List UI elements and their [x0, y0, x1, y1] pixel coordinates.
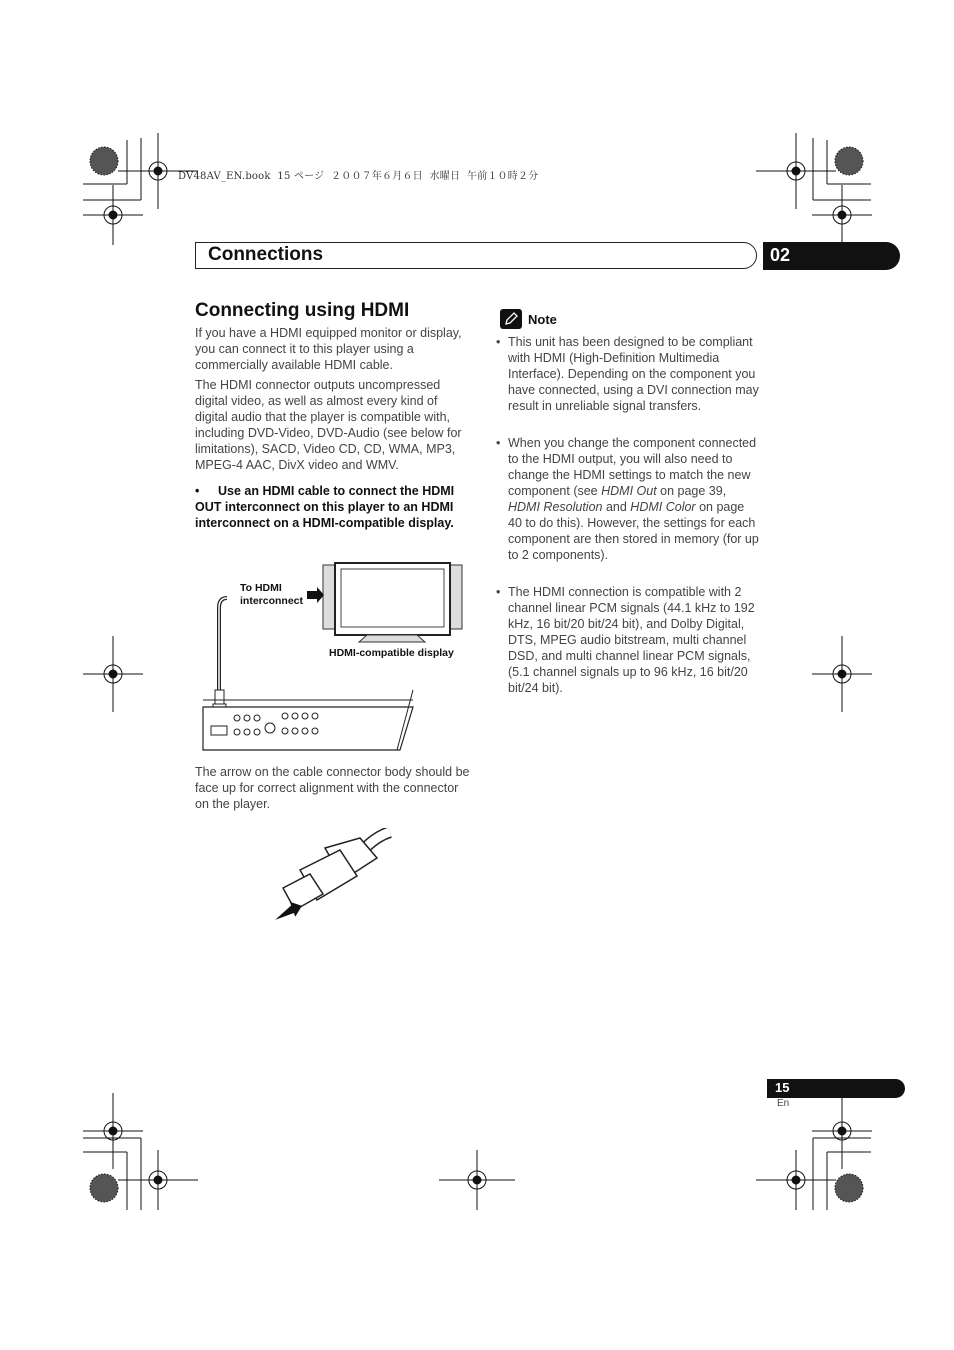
chapter-title: Connections — [208, 244, 324, 265]
body-paragraph: The HDMI connector outputs uncompressed digital video, as well as almost every kind of digital audio that the player is compatible with, including DVD-Video, DVD-Audio (see below for limitations), SACD, Video CD, CD, WMA, MP3, MPEG-4 AAC, DivX video and WMV. — [195, 378, 462, 472]
hdmi-out-reference: HDMI Out — [601, 484, 657, 498]
note-item-2-part-d: on page 40 to do this). However, the settings for each component are then stored in memory (for up to 2 components). — [508, 500, 759, 562]
instruction-text: Use an HDMI cable to connect the HDMI OUT interconnect on this player to an HDMI interconnect on a HDMI-compatible display. — [195, 484, 455, 530]
arrow-note-paragraph: The arrow on the cable connector body should be face up for correct alignment with the connector on the player. — [195, 765, 470, 811]
note-bullet: • — [496, 335, 501, 349]
note-item-3-text: The HDMI connection is compatible with 2 channel linear PCM signals (44.1 kHz to 192 kHz, 16 bit/20 bit/24 bit), and Dolby Digital, DTS, MPEG audio bitstream, multi channel DSD, and multi channel linear PCM signals, (5.1 channel signals up to 96 kHz, 16 bit/20 bit/24 bit). — [508, 585, 755, 695]
note-item-2 — [496, 435, 761, 563]
hdmi-color-reference: HDMI Color — [630, 500, 696, 514]
note-item-2-part-a: When you change the component connected to the HDMI output, you will also need to change the HDMI settings to match the new component (see — [508, 436, 757, 498]
to-hdmi-label: To HDMI interconnect — [240, 582, 304, 607]
page-number: 15 — [775, 1080, 790, 1095]
player-rear-panel — [203, 690, 413, 750]
note-item-2-part-b: on page 39, — [656, 484, 727, 498]
print-info-line: DV48AV_EN.book 15 ページ ２００７年６月６日 水曜日 午前１０時２分 — [178, 171, 539, 182]
instruction-bullet: • — [195, 484, 200, 498]
note-label: Note — [528, 312, 557, 327]
tv-display-illustration — [323, 563, 462, 642]
note-item-1-text: This unit has been designed to be compliant with HDMI (High-Definition Multimedia Interface). Depending on the component you have connected, using a DVI connection may result in unreliable signal transfers. — [508, 335, 759, 413]
note-item-2-text — [508, 435, 761, 563]
page-language: En — [777, 1098, 790, 1109]
note-bullet: • — [496, 436, 501, 450]
hdmi-resolution-reference: HDMI Resolution — [508, 500, 603, 514]
intro-paragraph: If you have a HDMI equipped monitor or display, you can connect it to this player using a commercially available HDMI cable. — [195, 326, 462, 372]
display-label: HDMI-compatible display — [329, 647, 454, 659]
instruction-item — [195, 483, 470, 531]
note-item-1 — [496, 334, 761, 414]
pencil-icon — [500, 309, 522, 329]
section-title: Connecting using HDMI — [195, 300, 410, 321]
note-bullet: • — [496, 585, 501, 599]
chapter-number: 02 — [770, 245, 791, 265]
note-item-2-part-c: and — [602, 500, 631, 514]
hdmi-plug-illustration — [265, 828, 400, 923]
note-item-3 — [496, 584, 761, 696]
